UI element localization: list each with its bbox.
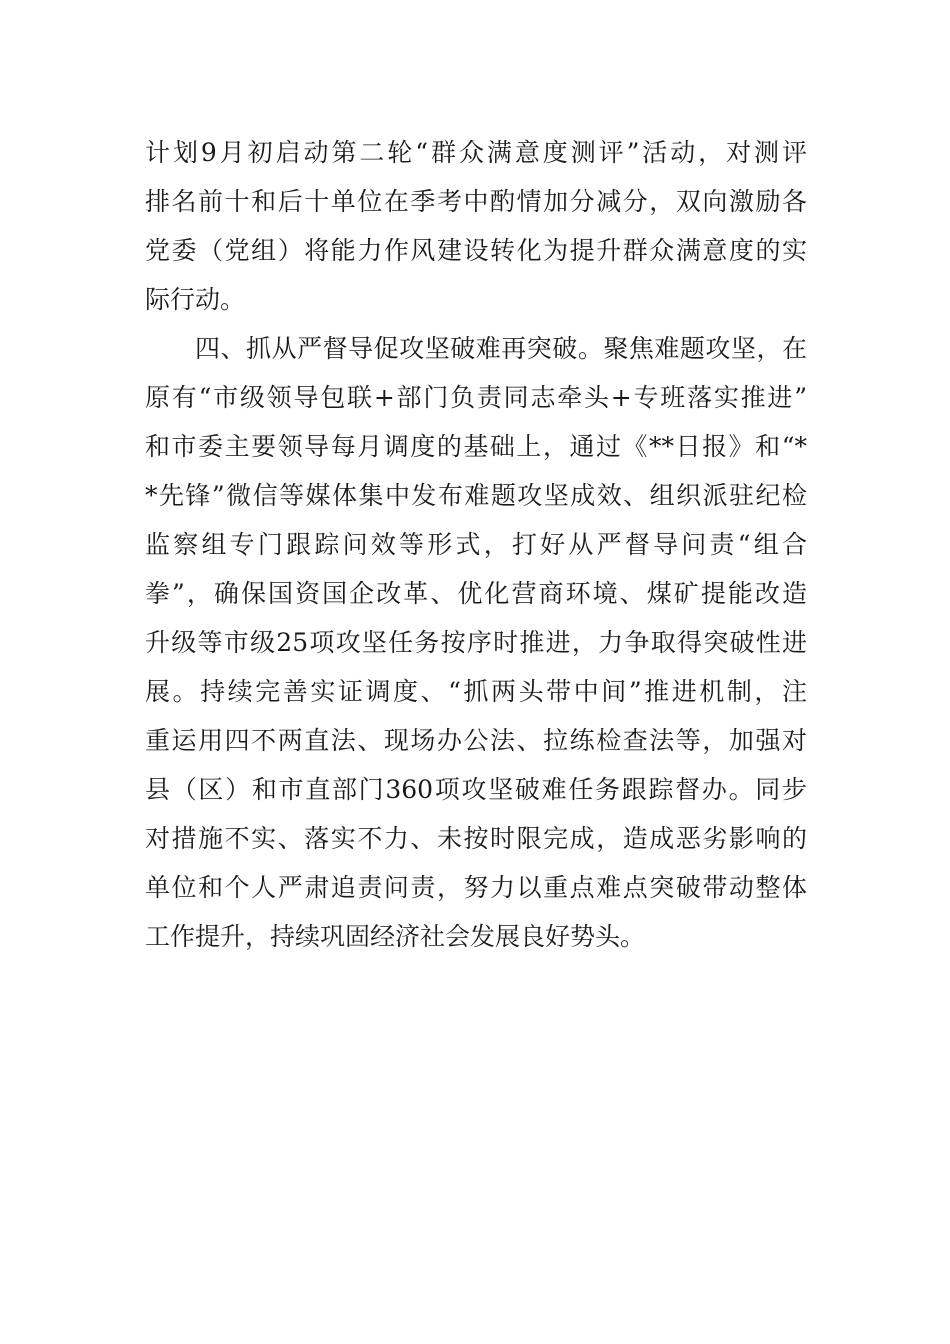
text-line: 重运用四不两直法、现场办公法、拉练检查法等，加强对: [145, 726, 807, 755]
text-line: 对措施不实、落实不力、未按时限完成，造成恶劣影响的: [145, 824, 807, 853]
paragraph-1: [145, 128, 807, 324]
text-line: 原有“市级领导包联+部门负责同志牵头+专班落实推进”: [145, 383, 807, 412]
text-line: 党委（党组）将能力作风建设转化为提升群众满意度的实: [145, 236, 807, 265]
text-line: 展。持续完善实证调度、“抓两头带中间”推进机制，注: [145, 677, 807, 706]
text-line: 计划9月初启动第二轮“群众满意度测评”活动，对测评: [145, 138, 807, 167]
text-line: 升级等市级25项攻坚任务按序时推进，力争取得突破性进: [145, 628, 807, 657]
text-line: 工作提升，持续巩固经济社会发展良好势头。: [145, 922, 646, 951]
document-body: [145, 128, 807, 961]
text-line: 监察组专门跟踪问效等形式，打好从严督导问责“组合: [145, 530, 807, 559]
text-line: 和市委主要领导每月调度的基础上，通过《**日报》和“*: [145, 432, 807, 461]
text-line: 拳”，确保国资国企改革、优化营商环境、煤矿提能改造: [145, 579, 807, 608]
text-line: 县（区）和市直部门360项攻坚破难任务跟踪督办。同步: [145, 775, 807, 804]
text-line: 单位和个人严肃追责问责，努力以重点难点突破带动整体: [145, 873, 807, 902]
text-line: 际行动。: [145, 285, 246, 314]
text-line: 排名前十和后十单位在季考中酌情加分减分，双向激励各: [145, 187, 807, 216]
paragraph-2: [145, 324, 807, 961]
text-line: 四、抓从严督导促攻坚破难再突破。聚焦难题攻坚，在: [195, 334, 807, 363]
text-line: *先锋”微信等媒体集中发布难题攻坚成效、组织派驻纪检: [145, 481, 807, 510]
